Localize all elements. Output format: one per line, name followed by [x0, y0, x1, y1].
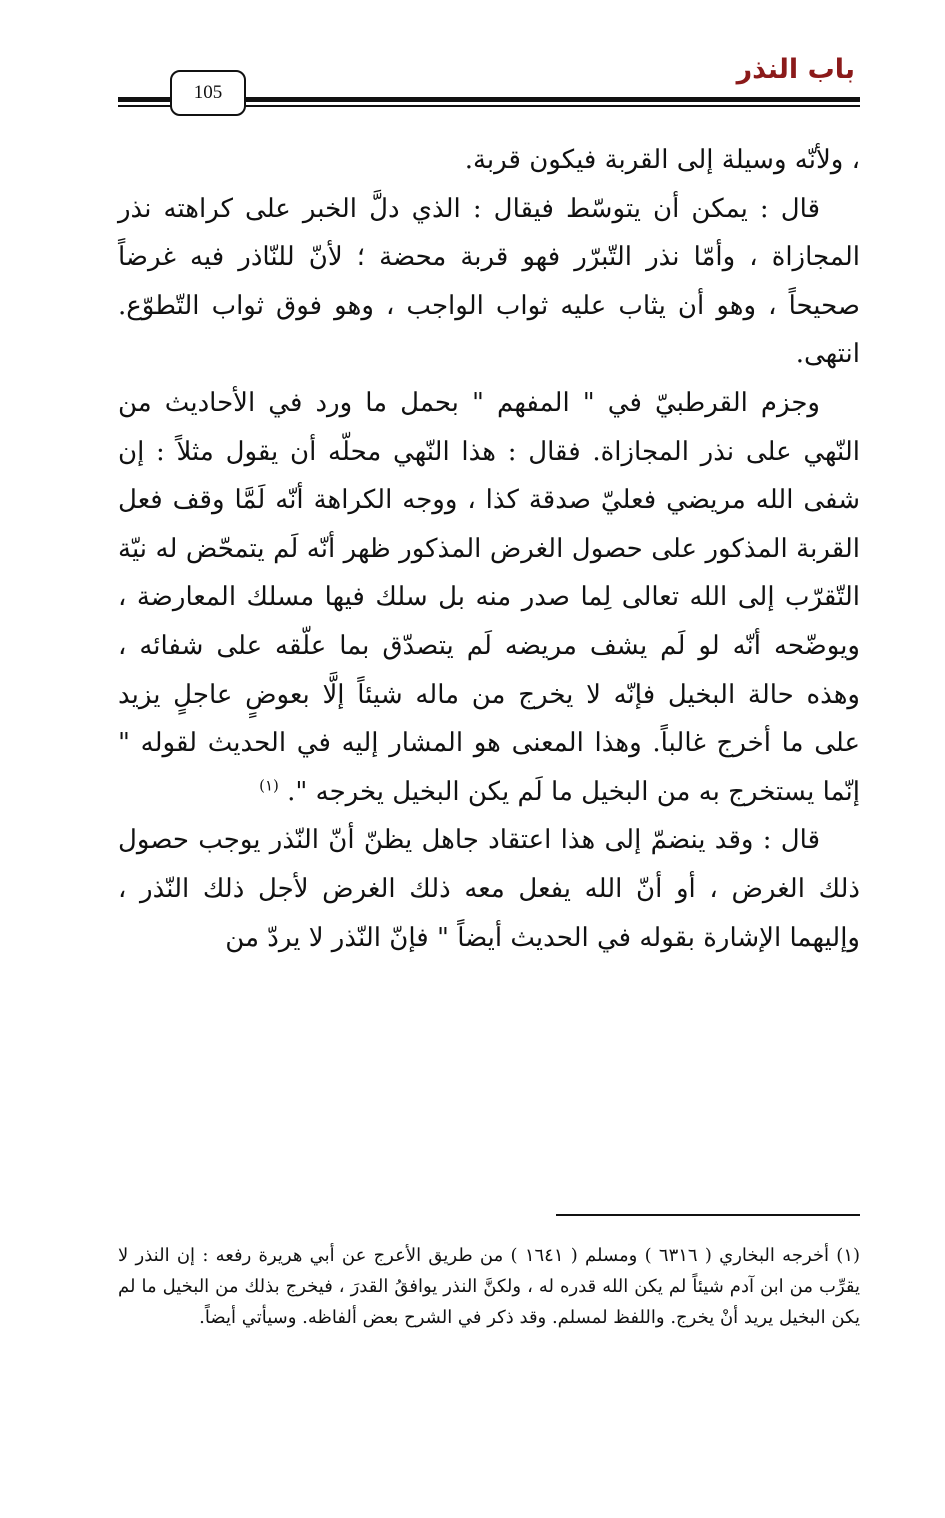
paragraph-4: قال : وقد ينضمّ إلى هذا اعتقاد جاهل يظنّ أنّ النّذر يوجب حصول ذلك الغرض ، أو أنّ الله يفعل معه ذلك الغرض لأجل ذلك النّذر ، وإليهما الإشارة بقوله في الحديث أيضاً " فإنّ النّذر لا يردّ من	[118, 825, 860, 953]
chapter-title: باب النذر	[736, 54, 855, 85]
main-text	[118, 136, 860, 962]
page-number: 105	[170, 70, 246, 116]
paragraph-3	[118, 379, 860, 816]
footnote-1: (١) أخرجه البخاري ( ٦٣١٦ ) ومسلم ( ١٦٤١ ) من طريق الأعرج عن أبي هريرة رفعه : إن النذر لا يقرِّب من ابن آدم شيئاً لم يكن الله قدره له ، ولكنَّ النذر يوافقُ القدرَ ، فيخرج بذلك من البخيل ما لم يكن البخيل يريد أنْ يخرج. واللفظ لمسلم. وقد ذكر في الشرح بعض ألفاظه. وسيأتي أيضاً.	[118, 1245, 861, 1328]
paragraph-2: قال : يمكن أن يتوسّط فيقال : الذي دلَّ الخبر على كراهته نذر المجازاة ، وأمّا نذر التّبرّر فهو قربة محضة ؛ لأنّ للنّاذر فيه غرضاً صحيحاً ، وهو أن يثاب عليه ثواب الواجب ، وهو فوق ثواب التّطوّع. انتهى.	[118, 193, 860, 370]
paragraph-1: ، ولأنّه وسيلة إلى القربة فيكون قربة.	[464, 145, 860, 175]
footnote-separator	[556, 1214, 860, 1216]
footnote-reference[interactable]: (١)	[259, 776, 279, 795]
paragraph-3-text: وجزم القرطبيّ في " المفهم " بحمل ما ورد في الأحاديث من النّهي على نذر المجازاة. فقال : هذا النّهي محلّه أن يقول مثلاً : إن شفى الله مريضي فعليّ صدقة كذا ، ووجه الكراهة أنّه لَمَّا وقف فعل القربة المذكور على حصول الغرض المذكور ظهر أنّه لَم يتمحّض له نيّة التّقرّب إلى الله تعالى لِما صدر منه بل سلك فيها مسلك المعارضة ، ويوضّحه أنّه لو لَم يشف مريضه لَم يتصدّق بما علّقه على شفائه ، وهذه حالة البخيل فإنّه لا يخرج من ماله شيئاً إلَّا بعوضٍ عاجلٍ يزيد على ما أخرج غالباً. وهذا المعنى هو المشار إليه في الحديث لقوله " إنّما يستخرج به من البخيل ما لَم يكن البخيل يخرجه ".	[118, 387, 860, 807]
footnotes	[118, 1240, 860, 1333]
page-header	[0, 0, 945, 130]
